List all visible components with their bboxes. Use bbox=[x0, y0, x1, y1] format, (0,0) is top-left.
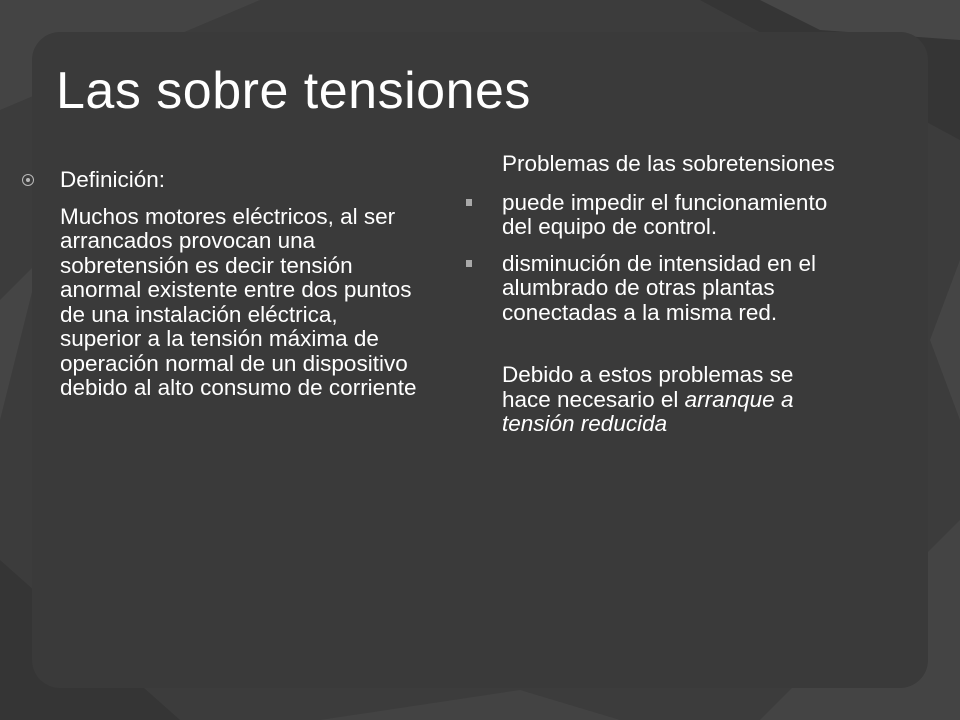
definition-paragraph: Muchos motores eléctricos, al ser arrancados provocan una sobretensión es decir tensión anormal existente entre dos puntos de una instalación eléctrica, superior a la tensión máxima de operación normal de un dispositivo debido al alto consumo de corriente bbox=[60, 203, 417, 400]
square-bullet-icon bbox=[466, 199, 472, 206]
problems-heading: Problemas de las sobretensiones bbox=[502, 151, 835, 176]
closing-text: Debido a estos problemas se hace necesario el bbox=[502, 362, 794, 412]
circle-bullet-icon bbox=[22, 174, 34, 186]
left-column bbox=[22, 168, 422, 401]
definition-label: Definición: bbox=[60, 167, 166, 192]
problem-item-text: puede impedir el funcionamiento del equipo de control. bbox=[502, 189, 828, 239]
right-column bbox=[462, 152, 842, 437]
definition-bullet bbox=[22, 168, 422, 193]
slide-title: Las sobre tensiones bbox=[56, 62, 531, 120]
square-bullet-icon bbox=[466, 260, 472, 267]
closing-emphasis: arranque a tensión reducida bbox=[502, 386, 794, 436]
closing-paragraph bbox=[462, 363, 842, 437]
problem-item-text: disminución de intensidad en el alumbrado de otras plantas conectadas a la misma red. bbox=[502, 250, 816, 325]
problem-item bbox=[462, 191, 842, 240]
problem-item bbox=[462, 252, 842, 326]
